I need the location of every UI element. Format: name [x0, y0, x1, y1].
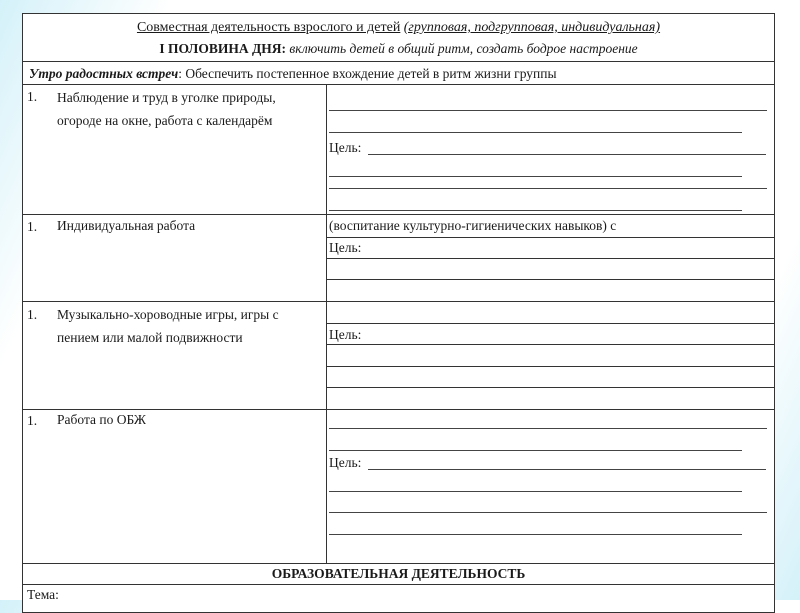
activity-number: 1. [27, 89, 38, 104]
header-title: Совместная деятельность взрослого и детей [136, 20, 401, 35]
form-header-title [23, 18, 774, 37]
morning-row [29, 65, 557, 83]
activity-number: 1. [27, 307, 38, 322]
blank-line[interactable] [329, 176, 742, 177]
blank-line[interactable] [329, 450, 742, 451]
activity-title-individual: Индивидуальная работа [57, 218, 196, 233]
row-line [326, 237, 774, 238]
individual-work-first-line: (воспитание культурно-гигиенических навыков) с [329, 218, 617, 233]
row-line [326, 344, 774, 345]
half-day-line [23, 40, 774, 58]
morning-label: Утро радостных встреч [29, 66, 179, 81]
half-day-goal: включить детей в общий ритм, создать бодрое настроение [289, 41, 638, 56]
goal-blank-line[interactable] [368, 154, 766, 155]
divider [23, 301, 774, 302]
row-line [326, 279, 774, 280]
blank-line[interactable] [329, 188, 767, 189]
activity-number: 1. [27, 413, 38, 428]
divider [23, 584, 774, 585]
blank-line[interactable] [329, 512, 767, 513]
divider [23, 61, 774, 62]
blank-line[interactable] [329, 110, 767, 111]
goal-label: Цель: [329, 240, 362, 255]
blank-line[interactable] [329, 428, 767, 429]
row-line [326, 323, 774, 324]
row-line [326, 366, 774, 367]
divider [23, 563, 774, 564]
topic-label: Тема: [27, 587, 59, 602]
activity-title-nature: Наблюдение и труд в уголке природы, огороде на окне, работа с календарём [57, 90, 276, 128]
half-day-label: I ПОЛОВИНА ДНЯ: [159, 41, 287, 56]
activity-title-safety: Работа по ОБЖ [57, 412, 146, 427]
blank-line[interactable] [329, 534, 742, 535]
goal-label: Цель: [329, 140, 362, 155]
educational-title: ОБРАЗОВАТЕЛЬНАЯ ДЕЯТЕЛЬНОСТЬ [271, 566, 526, 581]
blank-line[interactable] [329, 132, 742, 133]
divider [23, 214, 774, 215]
divider [23, 84, 774, 85]
planning-form [22, 13, 775, 613]
goal-label: Цель: [329, 455, 362, 470]
activity-number: 1. [27, 219, 38, 234]
header-title-forms: (групповая, подгрупповая, индивидуальная) [403, 20, 661, 35]
goal-label: Цель: [329, 327, 362, 342]
row-line [326, 258, 774, 259]
morning-text: : Обеспечить постепенное вхождение детей в ритм жизни группы [178, 66, 557, 81]
goal-blank-line[interactable] [368, 469, 766, 470]
blank-line[interactable] [329, 491, 742, 492]
blank-line[interactable] [329, 210, 742, 211]
row-line [326, 387, 774, 388]
activity-title-music-games: Музыкально-хороводные игры, игры с пением или малой подвижности [57, 307, 279, 345]
divider [23, 409, 774, 410]
